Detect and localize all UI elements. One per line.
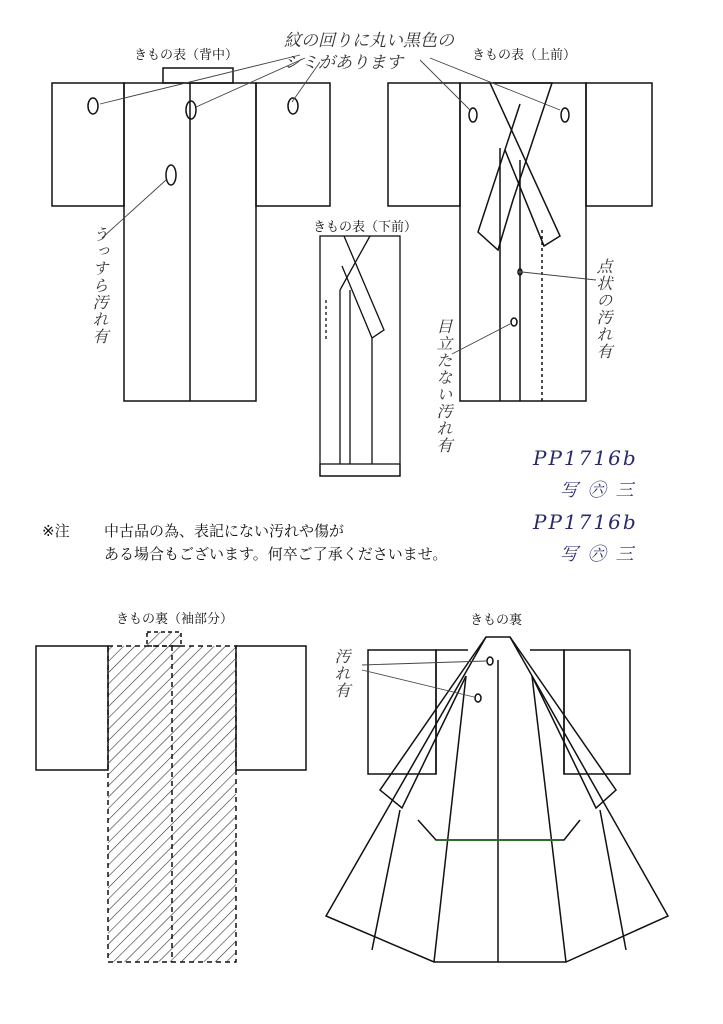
leader-line	[522, 272, 596, 280]
right-gusset	[600, 810, 626, 950]
leader-line	[362, 670, 474, 697]
label-lining: きもの裏	[470, 613, 523, 628]
faint-dirt-marker	[166, 165, 176, 185]
hatched-collar-tab	[147, 632, 181, 646]
note-crest-stain: 紋の回りに丸い黒色のシミがあります	[284, 31, 454, 73]
kimono-front-lower-view	[320, 236, 400, 476]
label-front-back: きもの表（背中）	[134, 48, 239, 63]
left-gusset	[372, 810, 400, 950]
note-lining-dirt: 汚れ有	[332, 648, 351, 699]
notice-prefix: ※注	[42, 522, 70, 540]
collar-tab	[163, 68, 233, 83]
right-collar	[510, 637, 616, 808]
left-sleeve	[52, 83, 124, 206]
lining-dirt-marker	[487, 657, 493, 665]
right-sleeve	[586, 83, 652, 206]
minor-dirt-marker	[511, 318, 517, 326]
product-code: PP1716b	[533, 446, 638, 470]
notice-line-2: ある場合もございます。何卒ご了承くださいませ。	[104, 545, 448, 563]
crest-stain-marker	[469, 108, 477, 122]
product-code-stamp: 写 ㊅ 三	[560, 480, 636, 501]
note-minor-dirt: 目立たない汚れ有	[434, 318, 453, 454]
left-sleeve	[368, 650, 436, 774]
kimono-lining-sleeve-view	[36, 632, 306, 962]
note-spot-dirt: 点状の汚れ有	[594, 258, 613, 360]
lining-dirt-marker	[475, 694, 481, 702]
collar-band	[478, 83, 552, 250]
product-code-stamp: 写 ㊅ 三	[560, 544, 636, 565]
lining-outline	[326, 637, 668, 962]
left-sleeve	[36, 646, 108, 770]
label-front-lower: きもの表（下前）	[313, 220, 418, 235]
collar-band	[342, 236, 384, 338]
right-sleeve	[256, 83, 330, 206]
kimono-lining-view	[326, 637, 668, 962]
body-panel	[460, 83, 586, 401]
product-code: PP1716b	[533, 510, 638, 534]
crest-stain-marker	[88, 98, 98, 114]
leader-line	[102, 180, 166, 238]
right-inner-panel	[532, 676, 566, 962]
label-lining-sleeve: きもの裏（袖部分）	[116, 612, 234, 627]
notice-line-1: 中古品の為、表記にない汚れや傷が	[104, 522, 345, 540]
collar-line	[340, 236, 370, 290]
note-faint-dirt: うっすら汚れ有	[90, 226, 109, 345]
right-body-edge	[530, 650, 564, 774]
label-front-upper: きもの表（上前）	[472, 48, 577, 63]
waist-line	[418, 820, 580, 840]
crest-stain-marker	[186, 101, 196, 119]
right-sleeve	[564, 650, 630, 774]
crest-stain-marker	[561, 108, 569, 122]
hem-band	[320, 464, 400, 476]
right-sleeve	[236, 646, 306, 770]
left-sleeve	[388, 83, 460, 206]
